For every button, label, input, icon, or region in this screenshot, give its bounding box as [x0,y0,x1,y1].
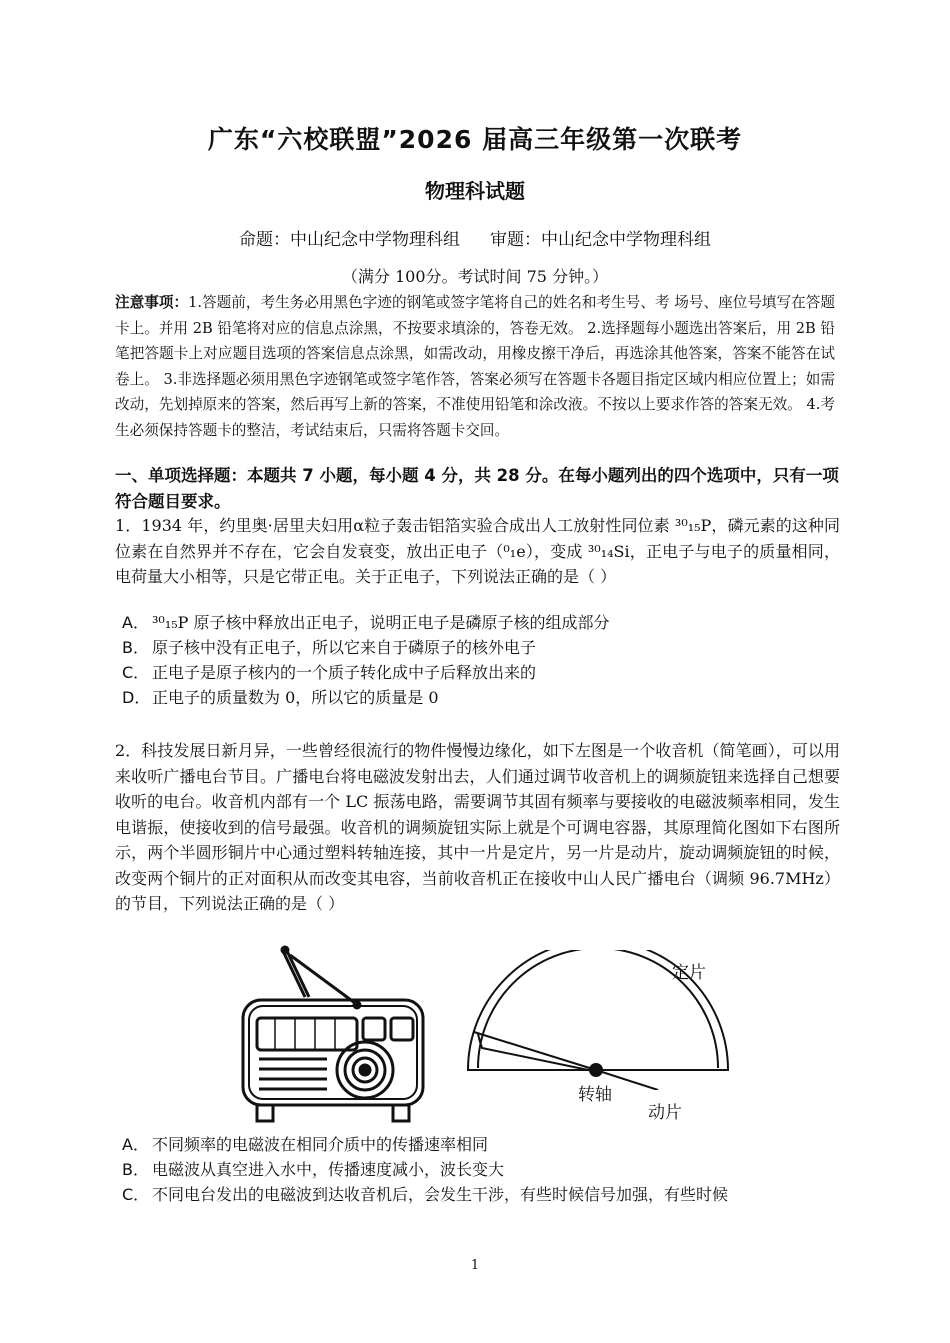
author: 中山纪念中学物理科组 [290,230,460,250]
authors-line [0,225,950,250]
q2-option-b: B． 电磁波从真空进入水中，传播速度减小，波长变大 [122,1160,505,1179]
reviewer-label: 审题： [490,230,541,250]
notes-label: 注意事项： [115,294,189,311]
score-info: （满分 100分。考试时间 75 分钟。） [341,267,609,286]
page-number: 1 [470,1258,480,1273]
exam-title: 广东“六校联盟”2026 届高三年级第一次联考 [207,125,743,154]
reviewer: 中山纪念中学物理科组 [541,230,711,250]
q2-option-a: A． 不同频率的电磁波在相同介质中的传播速率相同 [122,1135,489,1154]
notes-block [115,290,835,443]
q1-stem: 1．1934 年，约里奥·居里夫妇用α粒子轰击铝箔实验合成出人工放射性同位素 ³⁰₁₅P，磷元素的这种同位素在自然界并不存在，它会自发衰变，放出正电子（⁰₁e），变成 ³⁰₁₄Si，正电子与电子的质量相同，电荷量大小相等，只是它带正电。关于正电子，下列说法正确的是（ ） [115,516,840,586]
q2-option-c: C． 不同电台发出的电磁波到达收音机后，会发生干涉，有些时候信号加强，有些时候 [122,1185,729,1204]
q1-option-a: A． ³⁰₁₅P 原子核中释放出正电子，说明正电子是磷原子核的组成部分 [122,613,610,632]
notes-text: 1.答题前，考生务必用黑色字迹的钢笔或签字笔将自己的姓名和考生号、考 场号、座位号填写在答题卡上。并用 2B 铅笔将对应的信息点涂黑，不按要求填涂的，答卷无效。 2.选择题每小题选出答案后，用 2B 铅笔把答题卡上对应题目选项的答案信息点涂黑，如需改动，用橡皮擦干净后，再选涂其他答案，答案不能答在试卷上。 3.非选择题必须用黑色字迹钢笔或签字笔作答，答案必须写在答题卡各题目指定区域内相应位置上；如需改动，先划掉原来的答案，然后再写上新的答案，不准使用铅笔和涂改液。不按以上要求作答的答案无效。 4.考生必须保持答题卡的整洁，考试结束后，只需将答题卡交回。 [115,294,835,439]
q2-stem: 2．科技发展日新月异，一些曾经很流行的物件慢慢边缘化，如下左图是一个收音机（简笔画），可以用来收听广播电台节目。广播电台将电磁波发射出去，人们通过调节收音机上的调频旋钮来选择自己想要收听的电台。收音机内部有一个 LC 振荡电路，需要调节其固有频率与要接收的电磁波频率相同，发生电谐振，使接收到的信号最强。收音机的调频旋钮实际上就是个可调电容器，其原理简化图如下右图所示，两个半圆形铜片中心通过塑料转轴连接，其中一片是定片，另一片是动片，旋动调频旋钮的时候，改变两个铜片的正对面积从而改变其电容，当前收音机正在接收中山人民广播电台（调频 96.7MHz）的节目，下列说法正确的是（ ） [115,741,840,913]
q2-options [122,1132,842,1207]
section1-heading: 一、单项选择题：本题共 7 小题，每小题 4 分，共 28 分。在每小题列出的四个选项中，只有一项符合题目要求。 [115,466,839,511]
label-fixed-plate: 定片 [672,963,706,983]
label-moving-plate: 动片 [648,1103,682,1123]
q1-options [122,610,842,710]
exam-subject: 物理科试题 [425,179,525,203]
label-axis: 转轴 [578,1085,612,1105]
q1-option-d: D． 正电子的质量数为 0，所以它的质量是 0 [122,688,439,707]
q1-option-c: C． 正电子是原子核内的一个质子转化成中子后释放出来的 [122,663,537,682]
radio-figure [235,945,435,1125]
q1-option-b: B． 原子核中没有正电子，所以它来自于磷原子的核外电子 [122,638,537,657]
author-label: 命题： [239,230,290,250]
